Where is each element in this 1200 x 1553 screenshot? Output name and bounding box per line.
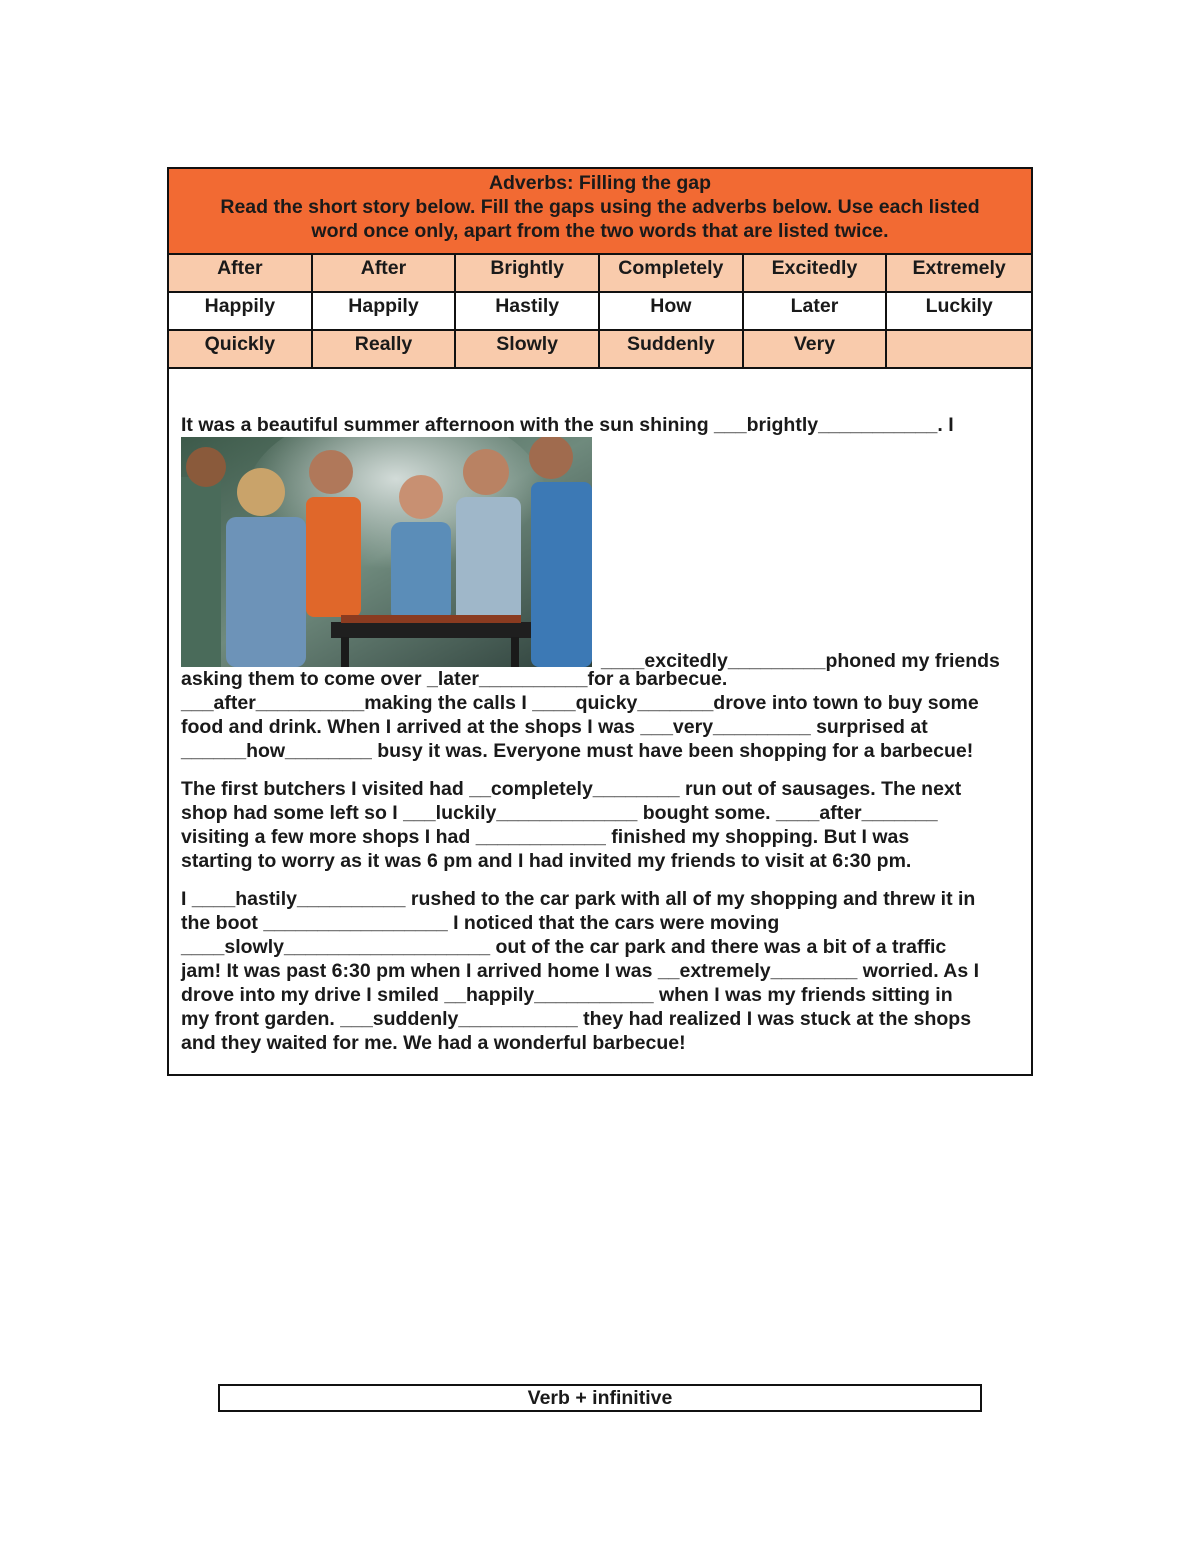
word-bank-cell: Excitedly [744, 255, 888, 293]
word-bank-cell: Hastily [456, 293, 600, 331]
barbecue-photo [181, 437, 592, 667]
story-line-2: ____excitedly_________phoned my friends [601, 650, 1000, 672]
word-bank-cell: Slowly [456, 331, 600, 369]
story-line: drove into my drive I smiled __happily___________ when I was my friends sitting in [181, 984, 953, 1006]
word-bank-cell: Quickly [169, 331, 313, 369]
word-bank-cell: Luckily [887, 293, 1031, 331]
word-bank-cell: Suddenly [600, 331, 744, 369]
next-section-title: Verb + infinitive [218, 1384, 982, 1412]
story-line: the boot _________________ I noticed that the cars were moving [181, 912, 780, 934]
story-line: my front garden. ___suddenly___________ they had realized I was stuck at the shops [181, 1008, 972, 1030]
story-line: starting to worry as it was 6 pm and I had invited my friends to visit at 6:30 pm. [181, 850, 912, 872]
story-line: visiting a few more shops I had ____________ finished my shopping. But I was [181, 826, 910, 848]
story-line: ______how________ busy it was. Everyone must have been shopping for a barbecue! [181, 740, 974, 762]
word-bank-cell: Later [744, 293, 888, 331]
story-line: jam! It was past 6:30 pm when I arrived home I was __extremely________ worried. As I [181, 960, 980, 982]
story-line: shop had some left so I ___luckily_____________ bought some. ____after_______ [181, 802, 938, 824]
instructions-line-2: word once only, apart from the two words that are listed twice. [311, 220, 889, 242]
story-para-3 [181, 887, 1026, 1055]
worksheet [167, 167, 1033, 1076]
word-bank [169, 255, 1031, 369]
story-line-1: It was a beautiful summer afternoon with the sun shining ___brightly___________. I [181, 414, 954, 436]
story [181, 413, 1026, 1055]
word-bank-cell: Really [313, 331, 457, 369]
word-bank-cell: After [169, 255, 313, 293]
word-bank-cell: Happily [313, 293, 457, 331]
worksheet-header [169, 169, 1031, 255]
word-bank-cell: Completely [600, 255, 744, 293]
word-bank-cell [887, 331, 1031, 369]
story-line: ____slowly___________________ out of the car park and there was a bit of a traffic [181, 936, 947, 958]
story-line: ___after__________making the calls I ____quicky_______drove into town to buy some [181, 692, 979, 714]
word-bank-cell: After [313, 255, 457, 293]
word-bank-cell: Happily [169, 293, 313, 331]
story-line: I ____hastily__________ rushed to the car park with all of my shopping and threw it in [181, 888, 976, 910]
photo-block [181, 437, 1026, 672]
story-line: and they waited for me. We had a wonderful barbecue! [181, 1032, 686, 1054]
word-bank-cell: How [600, 293, 744, 331]
story-line: food and drink. When I arrived at the shops I was ___very_________ surprised at [181, 716, 928, 738]
word-bank-cell: Extremely [887, 255, 1031, 293]
instructions-line-1: Read the short story below. Fill the gaps using the adverbs below. Use each listed [220, 196, 980, 218]
story-para-2 [181, 777, 1026, 873]
story-para-1 [181, 667, 1026, 763]
worksheet-title: Adverbs: Filling the gap [488, 172, 712, 194]
story-line: asking them to come over _later__________for a barbecue. [181, 668, 728, 690]
word-bank-cell: Very [744, 331, 888, 369]
story-line: The first butchers I visited had __completely________ run out of sausages. The next [181, 778, 962, 800]
word-bank-cell: Brightly [456, 255, 600, 293]
